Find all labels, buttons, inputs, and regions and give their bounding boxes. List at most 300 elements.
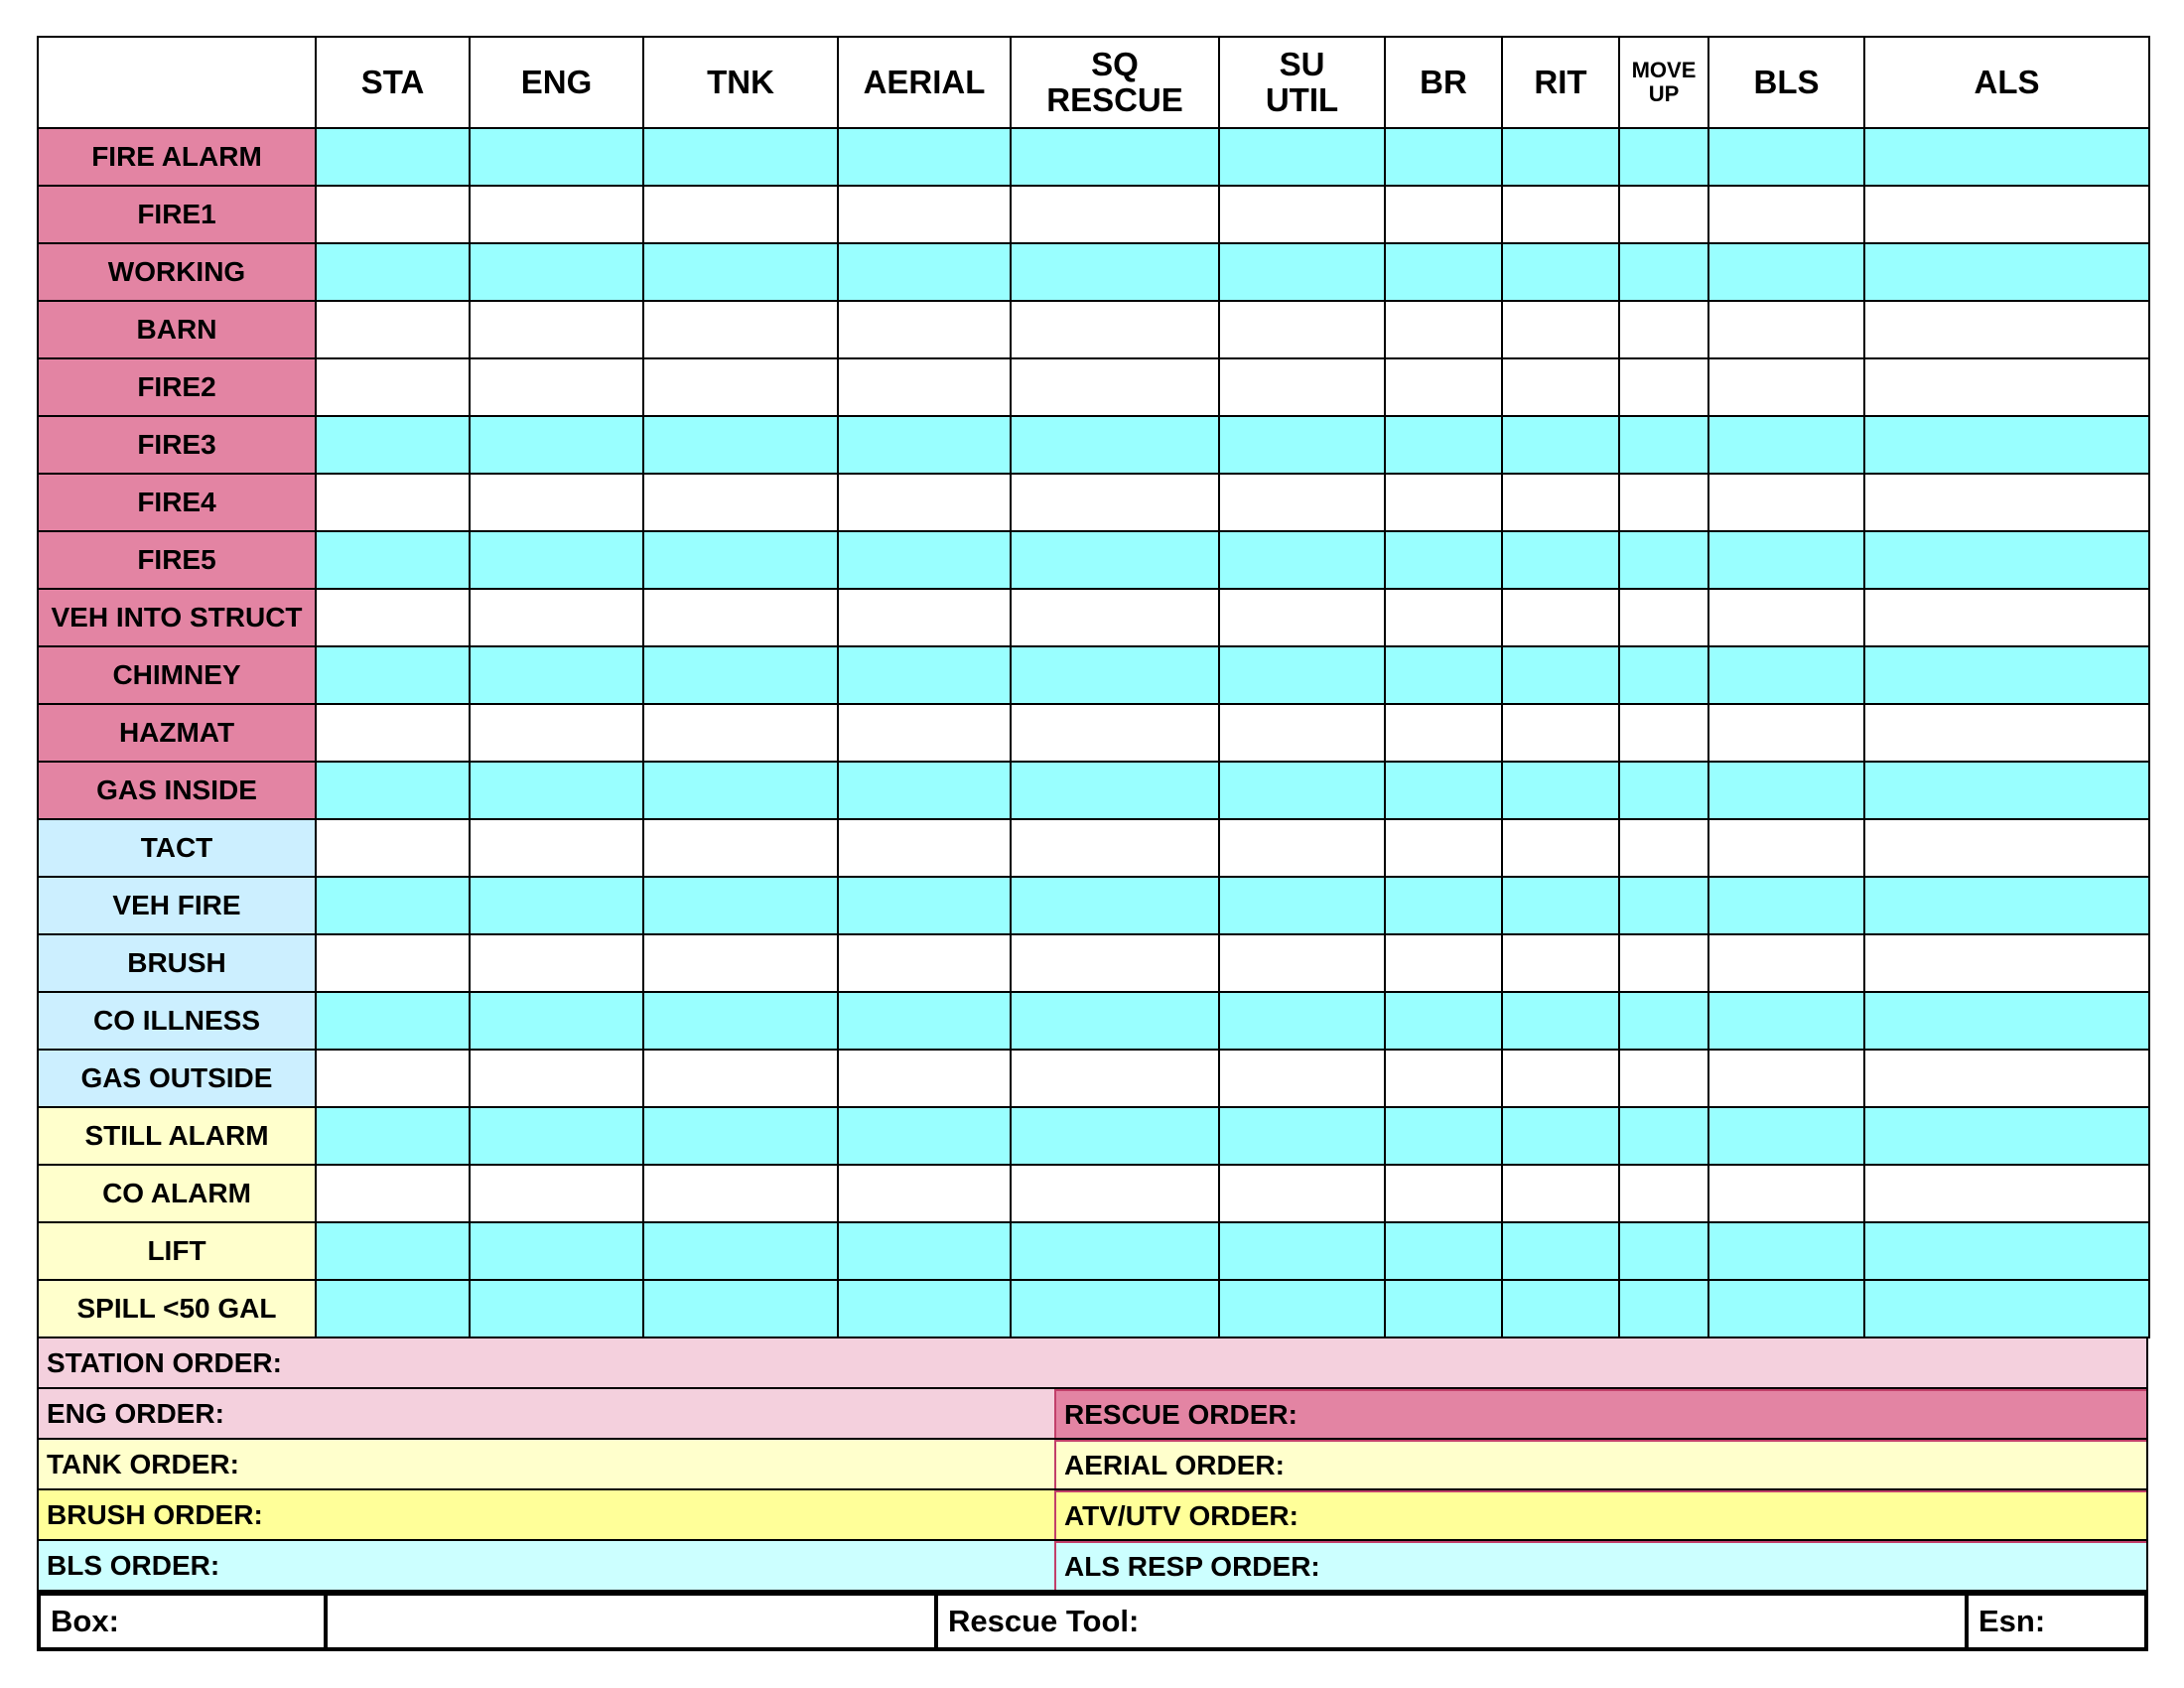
- grid-cell[interactable]: [1011, 762, 1219, 819]
- grid-body: [38, 128, 2149, 1337]
- grid-cell[interactable]: [470, 704, 643, 762]
- grid-cell[interactable]: [316, 1222, 470, 1280]
- grid-cell[interactable]: [470, 589, 643, 646]
- row-label: FIRE4: [38, 474, 316, 531]
- grid-cell[interactable]: [1708, 934, 1864, 992]
- grid-cell[interactable]: [1619, 1165, 1708, 1222]
- grid-cell[interactable]: [1619, 646, 1708, 704]
- grid-cell[interactable]: [1708, 416, 1864, 474]
- grid-cell[interactable]: [1219, 531, 1385, 589]
- grid-cell[interactable]: [1619, 128, 1708, 186]
- grid-cell[interactable]: [1385, 243, 1502, 301]
- grid-cell[interactable]: [838, 877, 1011, 934]
- grid-cell[interactable]: [1011, 1165, 1219, 1222]
- grid-cell[interactable]: [838, 243, 1011, 301]
- eng-order-field[interactable]: ENG ORDER:: [39, 1389, 1056, 1438]
- grid-cell[interactable]: [838, 589, 1011, 646]
- grid-cell[interactable]: [1011, 589, 1219, 646]
- grid-cell[interactable]: [1011, 358, 1219, 416]
- row-label: FIRE5: [38, 531, 316, 589]
- grid-cell[interactable]: [643, 646, 838, 704]
- su-util-line1: SU: [1279, 46, 1325, 82]
- grid-cell[interactable]: [470, 358, 643, 416]
- grid-cell[interactable]: [1619, 1280, 1708, 1337]
- grid-cell[interactable]: [1385, 186, 1502, 243]
- grid-cell[interactable]: [1385, 877, 1502, 934]
- box-label: Box:: [41, 1596, 328, 1647]
- grid-cell[interactable]: [316, 589, 470, 646]
- grid-cell[interactable]: [1619, 934, 1708, 992]
- run-card-sheet: [37, 36, 2148, 1651]
- col-header-rit: RIT: [1502, 37, 1619, 128]
- grid-cell[interactable]: [1502, 762, 1619, 819]
- grid-cell[interactable]: [1864, 243, 2149, 301]
- grid-cell[interactable]: [838, 1222, 1011, 1280]
- grid-cell[interactable]: [1708, 819, 1864, 877]
- grid-cell[interactable]: [1619, 819, 1708, 877]
- grid-cell[interactable]: [1385, 416, 1502, 474]
- grid-cell[interactable]: [838, 301, 1011, 358]
- grid-cell[interactable]: [643, 474, 838, 531]
- grid-cell[interactable]: [316, 1280, 470, 1337]
- grid-cell[interactable]: [1619, 416, 1708, 474]
- grid-cell[interactable]: [1619, 762, 1708, 819]
- col-header-su-util: [1219, 37, 1385, 128]
- grid-cell[interactable]: [316, 474, 470, 531]
- table-row: [38, 589, 2149, 646]
- grid-cell[interactable]: [643, 1050, 838, 1107]
- grid-cell[interactable]: [1385, 531, 1502, 589]
- grid-cell[interactable]: [1219, 186, 1385, 243]
- row-label: STILL ALARM: [38, 1107, 316, 1165]
- grid-cell[interactable]: [1864, 589, 2149, 646]
- grid-cell[interactable]: [1619, 1222, 1708, 1280]
- grid-cell[interactable]: [470, 646, 643, 704]
- grid-cell[interactable]: [1502, 1222, 1619, 1280]
- grid-cell[interactable]: [1502, 877, 1619, 934]
- grid-cell[interactable]: [1219, 1222, 1385, 1280]
- grid-cell[interactable]: [1619, 243, 1708, 301]
- grid-cell[interactable]: [1708, 589, 1864, 646]
- grid-cell[interactable]: [1619, 531, 1708, 589]
- grid-cell[interactable]: [316, 416, 470, 474]
- col-header-aerial: AERIAL: [838, 37, 1011, 128]
- grid-cell[interactable]: [1385, 646, 1502, 704]
- row-label: CO ILLNESS: [38, 992, 316, 1050]
- grid-cell[interactable]: [838, 1280, 1011, 1337]
- grid-cell[interactable]: [470, 186, 643, 243]
- table-row: [38, 186, 2149, 243]
- row-label: VEH FIRE: [38, 877, 316, 934]
- grid-cell[interactable]: [1385, 1107, 1502, 1165]
- grid-cell[interactable]: [643, 934, 838, 992]
- grid-cell[interactable]: [1219, 934, 1385, 992]
- row-label: BRUSH: [38, 934, 316, 992]
- col-header-br: BR: [1385, 37, 1502, 128]
- grid-cell[interactable]: [1219, 474, 1385, 531]
- grid-cell[interactable]: [1385, 589, 1502, 646]
- grid-cell[interactable]: [1011, 1050, 1219, 1107]
- row-label: BARN: [38, 301, 316, 358]
- grid-cell[interactable]: [1502, 186, 1619, 243]
- grid-cell[interactable]: [838, 934, 1011, 992]
- grid-cell[interactable]: [1502, 589, 1619, 646]
- grid-cell[interactable]: [838, 358, 1011, 416]
- grid-cell[interactable]: [1011, 1107, 1219, 1165]
- grid-cell[interactable]: [838, 1165, 1011, 1222]
- grid-cell[interactable]: [1502, 416, 1619, 474]
- grid-cell[interactable]: [1385, 1050, 1502, 1107]
- table-row: [38, 358, 2149, 416]
- row-label: TACT: [38, 819, 316, 877]
- grid-cell[interactable]: [1385, 358, 1502, 416]
- grid-cell[interactable]: [1219, 416, 1385, 474]
- grid-cell[interactable]: [643, 1222, 838, 1280]
- grid-cell[interactable]: [470, 992, 643, 1050]
- grid-cell[interactable]: [643, 819, 838, 877]
- grid-cell[interactable]: [1011, 128, 1219, 186]
- grid-cell[interactable]: [643, 762, 838, 819]
- grid-cell[interactable]: [1708, 646, 1864, 704]
- grid-cell[interactable]: [1011, 531, 1219, 589]
- grid-cell[interactable]: [1011, 934, 1219, 992]
- move-up-line2: UP: [1648, 81, 1680, 106]
- grid-cell[interactable]: [643, 358, 838, 416]
- grid-cell[interactable]: [643, 186, 838, 243]
- rescue-order-field[interactable]: RESCUE ORDER:: [1056, 1389, 2146, 1438]
- brush-atv-order-row: [39, 1490, 2146, 1541]
- grid-cell[interactable]: [838, 186, 1011, 243]
- grid-cell[interactable]: [470, 301, 643, 358]
- grid-cell[interactable]: [1864, 877, 2149, 934]
- grid-cell[interactable]: [643, 704, 838, 762]
- grid-cell[interactable]: [838, 762, 1011, 819]
- grid-cell[interactable]: [1864, 128, 2149, 186]
- grid-cell[interactable]: [316, 762, 470, 819]
- grid-cell[interactable]: [1708, 1280, 1864, 1337]
- row-label: GAS INSIDE: [38, 762, 316, 819]
- grid-cell[interactable]: [1385, 301, 1502, 358]
- grid-cell[interactable]: [1011, 704, 1219, 762]
- grid-cell[interactable]: [1708, 243, 1864, 301]
- row-label: LIFT: [38, 1222, 316, 1280]
- grid-cell[interactable]: [643, 243, 838, 301]
- grid-cell[interactable]: [1219, 301, 1385, 358]
- grid-cell[interactable]: [1708, 1165, 1864, 1222]
- grid-cell[interactable]: [316, 934, 470, 992]
- grid-cell[interactable]: [643, 992, 838, 1050]
- grid-cell[interactable]: [1708, 301, 1864, 358]
- grid-cell[interactable]: [470, 1050, 643, 1107]
- grid-cell[interactable]: [1011, 186, 1219, 243]
- grid-cell[interactable]: [1011, 1280, 1219, 1337]
- row-label: SPILL <50 GAL: [38, 1280, 316, 1337]
- grid-cell[interactable]: [643, 1165, 838, 1222]
- grid-cell[interactable]: [1708, 128, 1864, 186]
- row-label: FIRE3: [38, 416, 316, 474]
- grid-cell[interactable]: [1385, 762, 1502, 819]
- col-header-tnk: TNK: [643, 37, 838, 128]
- grid-cell[interactable]: [1502, 301, 1619, 358]
- grid-cell[interactable]: [1219, 819, 1385, 877]
- grid-cell[interactable]: [838, 474, 1011, 531]
- table-row: [38, 301, 2149, 358]
- grid-cell[interactable]: [316, 646, 470, 704]
- rescue-tool-field[interactable]: Rescue Tool:: [938, 1596, 1969, 1647]
- esn-field[interactable]: Esn:: [1979, 1604, 2046, 1638]
- grid-cell[interactable]: [1011, 416, 1219, 474]
- grid-cell[interactable]: [643, 1107, 838, 1165]
- grid-cell[interactable]: [1219, 358, 1385, 416]
- grid-cell[interactable]: [838, 819, 1011, 877]
- grid-cell[interactable]: [1619, 301, 1708, 358]
- grid-cell[interactable]: [1502, 474, 1619, 531]
- grid-cell[interactable]: [1864, 704, 2149, 762]
- grid-cell[interactable]: [470, 531, 643, 589]
- brush-order-field[interactable]: BRUSH ORDER:: [39, 1490, 1056, 1539]
- grid-cell[interactable]: [1502, 531, 1619, 589]
- grid-cell[interactable]: [470, 934, 643, 992]
- col-header-bls: BLS: [1708, 37, 1864, 128]
- grid-cell[interactable]: [1011, 474, 1219, 531]
- grid-cell[interactable]: [1385, 474, 1502, 531]
- grid-cell[interactable]: [1219, 877, 1385, 934]
- grid-cell[interactable]: [316, 992, 470, 1050]
- grid-cell[interactable]: [1502, 819, 1619, 877]
- row-label: FIRE ALARM: [38, 128, 316, 186]
- grid-cell[interactable]: [1708, 1050, 1864, 1107]
- grid-cell[interactable]: [1011, 992, 1219, 1050]
- grid-cell[interactable]: [1219, 589, 1385, 646]
- grid-cell[interactable]: [1619, 358, 1708, 416]
- table-row: [38, 646, 2149, 704]
- grid-cell[interactable]: [1219, 1280, 1385, 1337]
- grid-cell[interactable]: [1864, 1222, 2149, 1280]
- tank-aerial-order-row: [39, 1440, 2146, 1490]
- grid-cell[interactable]: [1502, 1050, 1619, 1107]
- grid-cell[interactable]: [1619, 992, 1708, 1050]
- grid-cell[interactable]: [643, 416, 838, 474]
- orders-section: [37, 1338, 2148, 1592]
- grid-cell[interactable]: [1864, 1107, 2149, 1165]
- grid-cell[interactable]: [1864, 301, 2149, 358]
- grid-cell[interactable]: [1502, 646, 1619, 704]
- col-header-eng: ENG: [470, 37, 643, 128]
- grid-cell[interactable]: [1502, 1165, 1619, 1222]
- grid-cell[interactable]: [838, 128, 1011, 186]
- grid-cell[interactable]: [470, 1165, 643, 1222]
- grid-cell[interactable]: [1385, 128, 1502, 186]
- grid-cell[interactable]: [1219, 243, 1385, 301]
- row-label: CHIMNEY: [38, 646, 316, 704]
- grid-cell[interactable]: [316, 1165, 470, 1222]
- grid-cell[interactable]: [1219, 762, 1385, 819]
- table-row: [38, 877, 2149, 934]
- grid-cell[interactable]: [470, 877, 643, 934]
- table-row: [38, 474, 2149, 531]
- grid-cell[interactable]: [470, 128, 643, 186]
- grid-cell[interactable]: [1619, 1107, 1708, 1165]
- row-label: CO ALARM: [38, 1165, 316, 1222]
- grid-cell[interactable]: [316, 877, 470, 934]
- grid-cell[interactable]: [316, 358, 470, 416]
- grid-cell[interactable]: [643, 877, 838, 934]
- grid-cell[interactable]: [1502, 358, 1619, 416]
- grid-cell[interactable]: [1619, 1050, 1708, 1107]
- grid-cell[interactable]: [1385, 819, 1502, 877]
- grid-cell[interactable]: [1219, 1050, 1385, 1107]
- grid-cell[interactable]: [1708, 1107, 1864, 1165]
- grid-cell[interactable]: [1708, 992, 1864, 1050]
- grid-cell[interactable]: [1385, 704, 1502, 762]
- move-up-line1: MOVE: [1631, 58, 1697, 82]
- grid-cell[interactable]: [643, 128, 838, 186]
- table-row: [38, 819, 2149, 877]
- table-row: [38, 531, 2149, 589]
- col-header-move-up: [1619, 37, 1708, 128]
- grid-cell[interactable]: [643, 589, 838, 646]
- grid-cell[interactable]: [1502, 243, 1619, 301]
- grid-cell[interactable]: [1864, 934, 2149, 992]
- grid-cell[interactable]: [838, 1107, 1011, 1165]
- grid-cell[interactable]: [1708, 474, 1864, 531]
- grid-cell[interactable]: [1219, 1165, 1385, 1222]
- grid-cell[interactable]: [1708, 186, 1864, 243]
- grid-cell[interactable]: [838, 704, 1011, 762]
- grid-cell[interactable]: [1864, 1165, 2149, 1222]
- grid-cell[interactable]: [1011, 646, 1219, 704]
- grid-cell[interactable]: [1385, 1165, 1502, 1222]
- grid-cell[interactable]: [1864, 1280, 2149, 1337]
- grid-cell[interactable]: [1864, 474, 2149, 531]
- grid-cell[interactable]: [1864, 762, 2149, 819]
- grid-cell[interactable]: [1708, 358, 1864, 416]
- grid-cell[interactable]: [1619, 704, 1708, 762]
- grid-cell[interactable]: [1219, 646, 1385, 704]
- grid-cell[interactable]: [838, 992, 1011, 1050]
- grid-cell[interactable]: [1219, 992, 1385, 1050]
- grid-cell[interactable]: [316, 243, 470, 301]
- grid-cell[interactable]: [1864, 819, 2149, 877]
- grid-cell[interactable]: [1502, 1107, 1619, 1165]
- table-row: [38, 1280, 2149, 1337]
- grid-cell[interactable]: [1011, 877, 1219, 934]
- grid-cell[interactable]: [1502, 1280, 1619, 1337]
- table-row: [38, 934, 2149, 992]
- grid-cell[interactable]: [1385, 992, 1502, 1050]
- grid-cell[interactable]: [838, 1050, 1011, 1107]
- grid-cell[interactable]: [1385, 934, 1502, 992]
- grid-cell[interactable]: [316, 704, 470, 762]
- grid-cell[interactable]: [470, 762, 643, 819]
- su-util-line2: UTIL: [1265, 81, 1339, 118]
- grid-cell[interactable]: [470, 1280, 643, 1337]
- grid-cell[interactable]: [1864, 416, 2149, 474]
- grid-cell[interactable]: [838, 416, 1011, 474]
- grid-cell[interactable]: [1708, 704, 1864, 762]
- grid-cell[interactable]: [1864, 531, 2149, 589]
- table-row: [38, 704, 2149, 762]
- box-value-field[interactable]: [328, 1596, 938, 1647]
- grid-cell[interactable]: [643, 1280, 838, 1337]
- eng-rescue-order-row: [39, 1389, 2146, 1440]
- als-resp-order-field[interactable]: ALS RESP ORDER:: [1056, 1541, 2146, 1590]
- row-label: WORKING: [38, 243, 316, 301]
- sq-rescue-line1: SQ: [1091, 46, 1139, 82]
- grid-cell[interactable]: [838, 646, 1011, 704]
- header-row: [38, 37, 2149, 128]
- grid-cell[interactable]: [1864, 646, 2149, 704]
- grid-cell[interactable]: [1011, 243, 1219, 301]
- grid-cell[interactable]: [1619, 877, 1708, 934]
- grid-cell[interactable]: [470, 416, 643, 474]
- grid-cell[interactable]: [1502, 934, 1619, 992]
- grid-cell[interactable]: [470, 243, 643, 301]
- table-row: [38, 762, 2149, 819]
- table-row: [38, 128, 2149, 186]
- bls-order-field[interactable]: BLS ORDER:: [39, 1541, 1056, 1590]
- tank-order-field[interactable]: TANK ORDER:: [39, 1440, 1056, 1488]
- grid-cell[interactable]: [316, 531, 470, 589]
- table-row: [38, 1165, 2149, 1222]
- grid-cell[interactable]: [643, 301, 838, 358]
- grid-cell[interactable]: [1385, 1280, 1502, 1337]
- grid-cell[interactable]: [316, 301, 470, 358]
- grid-cell[interactable]: [1864, 1050, 2149, 1107]
- grid-cell[interactable]: [643, 531, 838, 589]
- table-row: [38, 243, 2149, 301]
- grid-cell[interactable]: [1619, 589, 1708, 646]
- grid-cell[interactable]: [1708, 877, 1864, 934]
- grid-cell[interactable]: [1502, 992, 1619, 1050]
- grid-cell[interactable]: [470, 474, 643, 531]
- grid-cell[interactable]: [1708, 531, 1864, 589]
- aerial-order-field[interactable]: AERIAL ORDER:: [1056, 1440, 2146, 1488]
- grid-cell[interactable]: [1011, 1222, 1219, 1280]
- grid-cell[interactable]: [1708, 1222, 1864, 1280]
- grid-cell[interactable]: [1864, 186, 2149, 243]
- grid-cell[interactable]: [316, 186, 470, 243]
- grid-cell[interactable]: [316, 1107, 470, 1165]
- grid-cell[interactable]: [316, 1050, 470, 1107]
- grid-cell[interactable]: [1864, 992, 2149, 1050]
- grid-cell[interactable]: [1502, 128, 1619, 186]
- grid-cell[interactable]: [1219, 704, 1385, 762]
- grid-cell[interactable]: [470, 819, 643, 877]
- grid-cell[interactable]: [1619, 186, 1708, 243]
- grid-cell[interactable]: [1011, 819, 1219, 877]
- grid-cell[interactable]: [1708, 762, 1864, 819]
- station-order-field[interactable]: STATION ORDER:: [47, 1346, 282, 1378]
- grid-cell[interactable]: [1502, 704, 1619, 762]
- grid-cell[interactable]: [1385, 1222, 1502, 1280]
- grid-cell[interactable]: [316, 819, 470, 877]
- grid-cell[interactable]: [1219, 128, 1385, 186]
- grid-cell[interactable]: [1619, 474, 1708, 531]
- grid-cell[interactable]: [470, 1222, 643, 1280]
- grid-cell[interactable]: [316, 128, 470, 186]
- col-header-als: ALS: [1864, 37, 2149, 128]
- atv-utv-order-field[interactable]: ATV/UTV ORDER:: [1056, 1490, 2146, 1539]
- table-row: [38, 1222, 2149, 1280]
- grid-cell[interactable]: [1864, 358, 2149, 416]
- grid-cell[interactable]: [838, 531, 1011, 589]
- row-label: FIRE1: [38, 186, 316, 243]
- grid-cell[interactable]: [470, 1107, 643, 1165]
- grid-cell[interactable]: [1011, 301, 1219, 358]
- grid-cell[interactable]: [1219, 1107, 1385, 1165]
- table-row: [38, 1107, 2149, 1165]
